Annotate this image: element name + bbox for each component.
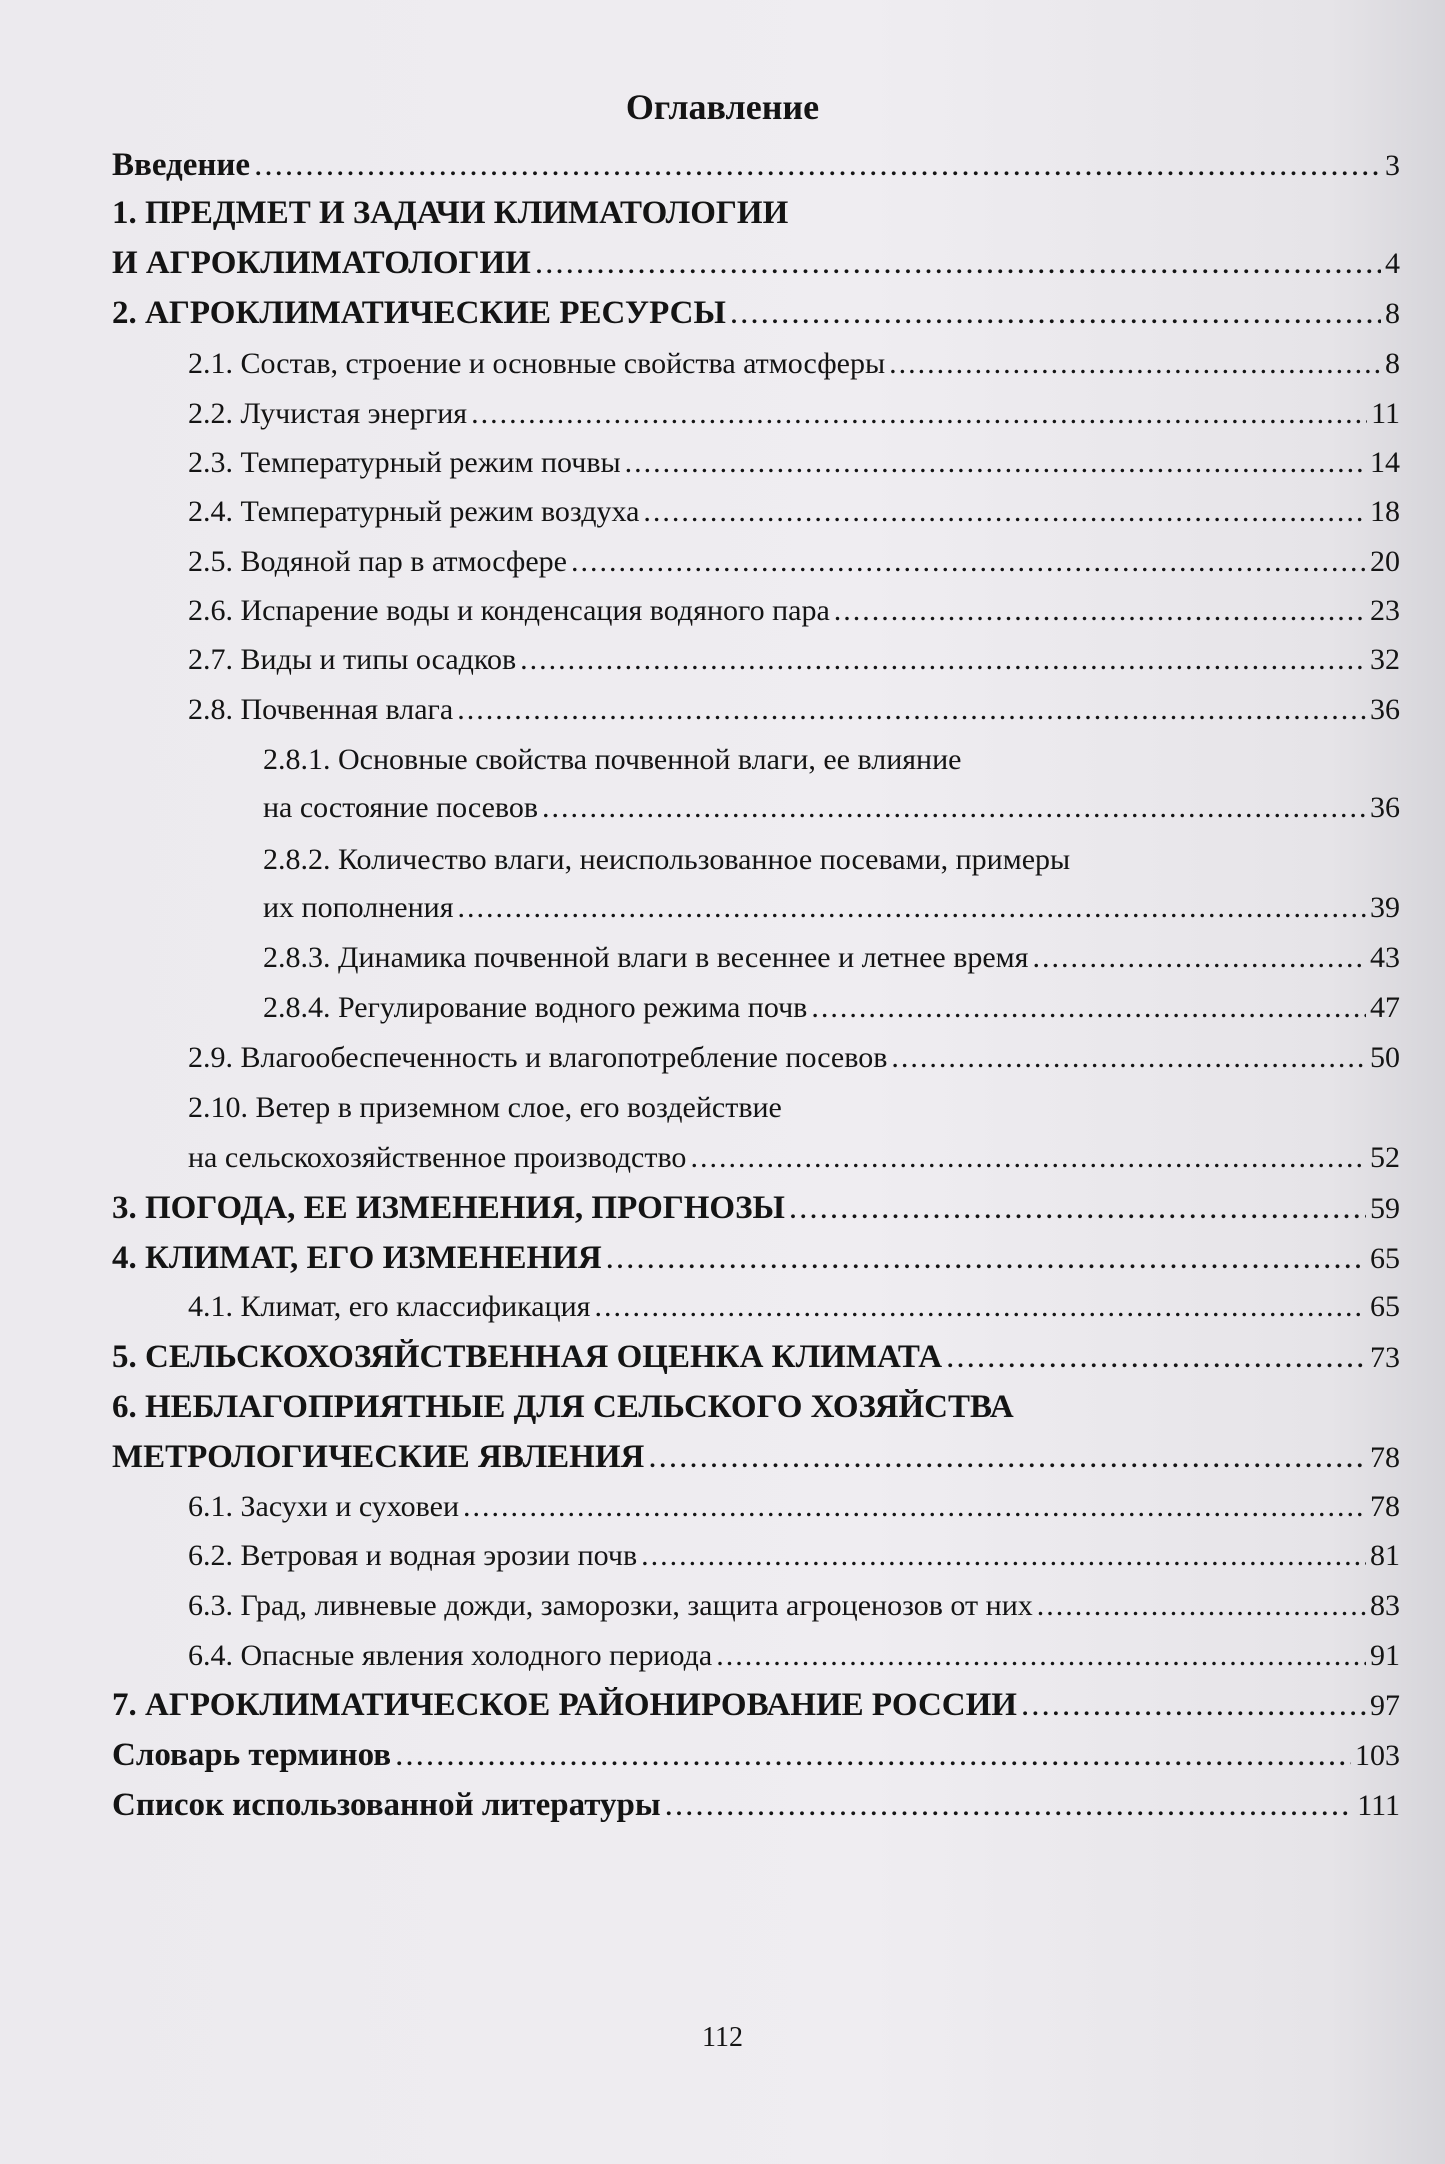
toc-entry-label: 2.8.4. Регулирование водного режима почв xyxy=(263,991,808,1024)
toc-entry xyxy=(188,1088,782,1128)
toc-entry-label: 2.8.1. Основные свойства почвенной влаги, ее влияние xyxy=(263,743,962,776)
toc-entry xyxy=(112,1437,1400,1478)
toc-dot-leader xyxy=(690,1138,1366,1178)
toc-entry-page: 43 xyxy=(1370,941,1400,974)
toc-entry-page: 23 xyxy=(1370,594,1400,627)
toc-entry xyxy=(112,1735,1400,1776)
toc-dot-leader xyxy=(1032,938,1366,978)
toc-entry xyxy=(263,988,1400,1028)
toc-entry-page: 103 xyxy=(1355,1739,1400,1772)
toc-entry-label: 2.4. Температурный режим воздуха xyxy=(188,495,640,528)
toc-entry-page: 8 xyxy=(1385,347,1400,380)
toc-entry-label: Список использованной литературы xyxy=(112,1787,661,1823)
toc-entry xyxy=(188,394,1400,434)
toc-entry xyxy=(188,443,1400,483)
toc-entry xyxy=(263,740,961,780)
toc-entry-label: 6. НЕБЛАГОПРИЯТНЫЕ ДЛЯ СЕЛЬСКОГО ХОЗЯЙСТВА xyxy=(112,1389,1014,1425)
toc-entry xyxy=(188,1586,1400,1626)
toc-entry-label: их пополнения xyxy=(263,891,454,924)
toc-entry-page: 11 xyxy=(1371,397,1400,430)
toc-entry xyxy=(112,293,1400,334)
toc-entry-label: 2.5. Водяной пар в атмосфере xyxy=(188,545,567,578)
toc-entry-page: 36 xyxy=(1370,791,1400,824)
toc-dot-leader xyxy=(395,1735,1351,1775)
toc-dot-leader xyxy=(1021,1685,1366,1725)
toc-entry-page: 3 xyxy=(1385,149,1400,182)
toc-dot-leader xyxy=(571,542,1366,582)
toc-entry-label: МЕТРОЛОГИЧЕСКИЕ ЯВЛЕНИЯ xyxy=(112,1439,645,1475)
toc-entry xyxy=(263,840,1070,880)
toc-entry-page: 4 xyxy=(1385,247,1400,280)
toc-entry-page: 18 xyxy=(1370,495,1400,528)
toc-entry-label: 2.1. Состав, строение и основные свойства атмосферы xyxy=(188,347,886,380)
toc-entry-page: 50 xyxy=(1370,1041,1400,1074)
toc-dot-leader xyxy=(542,788,1366,828)
toc-dot-leader xyxy=(641,1536,1366,1576)
toc-entry-label: 2.2. Лучистая энергия xyxy=(188,397,468,430)
toc-entry-page: 78 xyxy=(1370,1490,1400,1523)
toc-entry-label: И АГРОКЛИМАТОЛОГИИ xyxy=(112,245,531,281)
toc-entry xyxy=(188,591,1400,631)
toc-entry xyxy=(112,1337,1400,1378)
toc-entry-page: 91 xyxy=(1370,1639,1400,1672)
toc-dot-leader xyxy=(716,1636,1366,1676)
toc-entry-page: 36 xyxy=(1370,693,1400,726)
toc-entry-label: 5. СЕЛЬСКОХОЗЯЙСТВЕННАЯ ОЦЕНКА КЛИМАТА xyxy=(112,1339,943,1375)
toc-entry-page: 65 xyxy=(1370,1242,1400,1275)
toc-entry xyxy=(188,1636,1400,1676)
toc-entry-page: 20 xyxy=(1370,545,1400,578)
toc-entry-label: 2.6. Испарение воды и конденсация водяного пара xyxy=(188,594,830,627)
toc-entry xyxy=(112,1238,1400,1279)
toc-entry-page: 73 xyxy=(1370,1341,1400,1374)
toc-entry xyxy=(188,1536,1400,1576)
toc-entry-page: 65 xyxy=(1370,1290,1400,1323)
toc-entry-label: 2.3. Температурный режим почвы xyxy=(188,446,621,479)
toc-entry-label: 1. ПРЕДМЕТ И ЗАДАЧИ КЛИМАТОЛОГИИ xyxy=(112,195,789,231)
toc-dot-leader xyxy=(594,1287,1366,1327)
page-number: 112 xyxy=(702,2022,743,2053)
toc-entry xyxy=(112,243,1400,284)
toc-entry-label: 2.8.2. Количество влаги, неиспользованное посевами, примеры xyxy=(263,843,1071,876)
toc-entry-label: Словарь терминов xyxy=(112,1737,392,1773)
toc-dot-leader xyxy=(665,1785,1354,1825)
toc-dot-leader xyxy=(520,640,1366,680)
toc-entry-page: 83 xyxy=(1370,1589,1400,1622)
toc-dot-leader xyxy=(457,690,1366,730)
toc-entry xyxy=(188,690,1400,730)
toc-entry-page: 47 xyxy=(1370,991,1400,1024)
toc-entry xyxy=(112,1785,1400,1826)
toc-entry-page: 59 xyxy=(1370,1192,1400,1225)
toc-dot-leader xyxy=(789,1188,1366,1228)
toc-dot-leader xyxy=(889,344,1381,384)
toc-entry-label: на состояние посевов xyxy=(263,791,539,824)
toc-entry-label: 4. КЛИМАТ, ЕГО ИЗМЕНЕНИЯ xyxy=(112,1240,602,1276)
toc-entry-page: 52 xyxy=(1370,1141,1400,1174)
toc-entry xyxy=(188,492,1400,532)
toc-entry-label: 7. АГРОКЛИМАТИЧЕСКОЕ РАЙОНИРОВАНИЕ РОССИИ xyxy=(112,1687,1017,1723)
toc-entry-page: 39 xyxy=(1370,891,1400,924)
toc-entry xyxy=(112,145,1400,186)
toc-entry-page: 97 xyxy=(1370,1689,1400,1722)
toc-entry xyxy=(188,1487,1400,1527)
toc-dot-leader xyxy=(625,443,1366,483)
toc-entry-label: 2. АГРОКЛИМАТИЧЕСКИЕ РЕСУРСЫ xyxy=(112,295,726,331)
toc-entry-label: Введение xyxy=(112,147,251,183)
toc-entry-label: 6.3. Град, ливневые дожди, заморозки, защита агроценозов от них xyxy=(188,1589,1033,1622)
toc-title: Оглавление xyxy=(625,87,820,127)
toc-dot-leader xyxy=(535,243,1381,283)
toc-entry-label: 6.1. Засухи и суховеи xyxy=(188,1490,460,1523)
toc-entry-label: 2.8. Почвенная влага xyxy=(188,693,454,726)
toc-entry xyxy=(188,1038,1400,1078)
toc-entry xyxy=(263,938,1400,978)
toc-entry-page: 14 xyxy=(1370,446,1400,479)
toc-entry xyxy=(188,640,1400,680)
toc-entry-label: 2.8.3. Динамика почвенной влаги в весеннее и летнее время xyxy=(263,941,1029,974)
toc-dot-leader xyxy=(834,591,1366,631)
toc-dot-leader xyxy=(471,394,1367,434)
toc-dot-leader xyxy=(811,988,1366,1028)
toc-entry-label: 4.1. Климат, его классификация xyxy=(188,1290,591,1323)
toc-entry-page: 81 xyxy=(1370,1539,1400,1572)
toc-entry-page: 8 xyxy=(1385,297,1400,330)
toc-dot-leader xyxy=(606,1238,1366,1278)
toc-entry xyxy=(263,888,1400,928)
toc-entry-label: 2.10. Ветер в приземном слое, его воздействие xyxy=(188,1091,782,1124)
toc-dot-leader xyxy=(463,1487,1366,1527)
toc-entry xyxy=(112,1188,1400,1229)
toc-entry-label: на сельскохозяйственное производство xyxy=(188,1141,687,1174)
toc-entry xyxy=(188,1287,1400,1327)
toc-entry xyxy=(112,193,788,233)
toc-dot-leader xyxy=(946,1337,1366,1377)
toc-entry-page: 78 xyxy=(1370,1441,1400,1474)
toc-entry-label: 2.9. Влагообеспеченность и влагопотребление посевов xyxy=(188,1041,888,1074)
toc-dot-leader xyxy=(891,1038,1366,1078)
toc-dot-leader xyxy=(458,888,1366,928)
toc-entry-label: 6.2. Ветровая и водная эрозии почв xyxy=(188,1539,638,1572)
toc-entry xyxy=(112,1387,1014,1427)
toc-entry-label: 6.4. Опасные явления холодного периода xyxy=(188,1639,713,1672)
toc-entry xyxy=(263,788,1400,828)
toc-dot-leader xyxy=(648,1437,1366,1477)
toc-entry-page: 111 xyxy=(1357,1789,1400,1822)
toc-entry-page: 32 xyxy=(1370,643,1400,676)
toc-entry xyxy=(188,1138,1400,1178)
toc-entry xyxy=(188,542,1400,582)
toc-entry xyxy=(112,1685,1400,1726)
toc-dot-leader xyxy=(254,145,1381,185)
toc-dot-leader xyxy=(1037,1586,1366,1626)
toc-dot-leader xyxy=(730,293,1381,333)
toc-dot-leader xyxy=(643,492,1366,532)
toc-entry xyxy=(188,344,1400,384)
toc-entry-label: 2.7. Виды и типы осадков xyxy=(188,643,517,676)
toc-entry-label: 3. ПОГОДА, ЕЕ ИЗМЕНЕНИЯ, ПРОГНОЗЫ xyxy=(112,1190,785,1226)
